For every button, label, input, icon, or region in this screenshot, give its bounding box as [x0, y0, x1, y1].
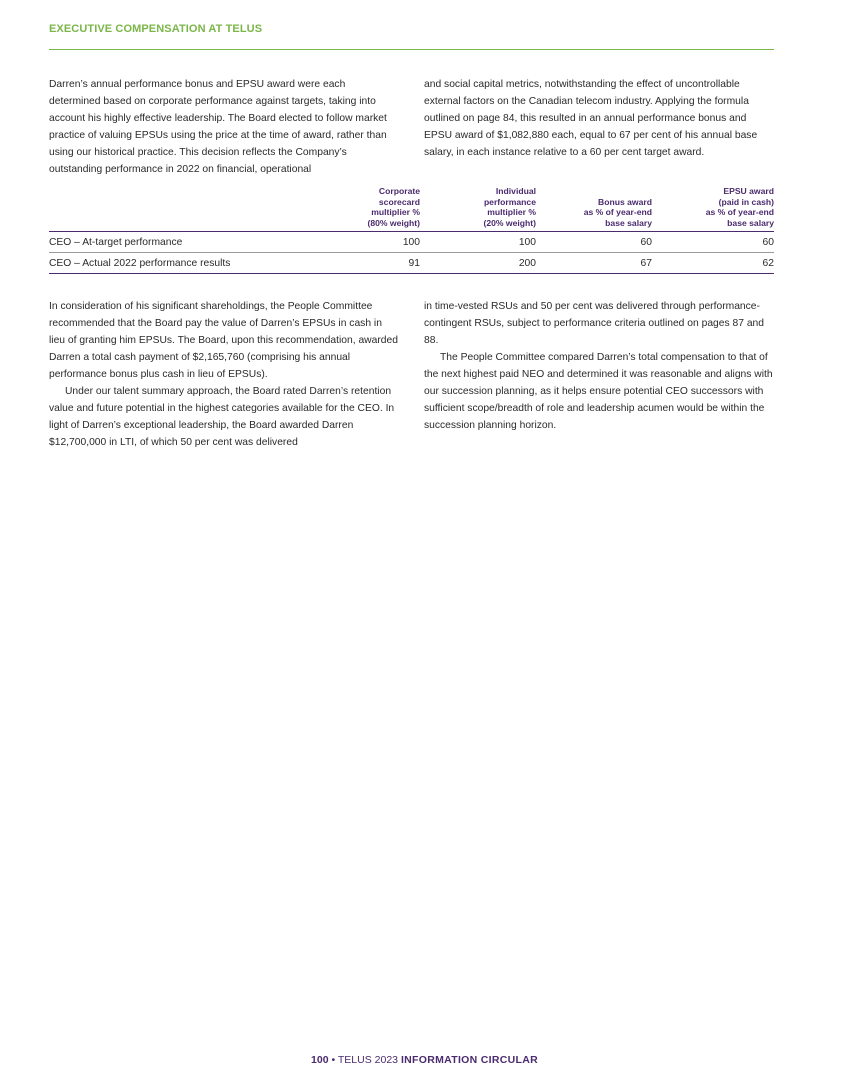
- intro-left-column: [49, 76, 399, 178]
- table-header-row: [49, 186, 774, 232]
- body-right-column: [424, 298, 774, 451]
- intro-left-paragraph: Darren’s annual performance bonus and EPSU award were each determined based on corporate performance against targets, taking into account his highly effective leadership. The Board elected to follow market practice of valuing EPSUs using the price at the time of award, rather than using our historical practice. This decision reflects the Company’s outstanding performance in 2022 on financial, operational: [49, 79, 387, 175]
- header-epsu-award: [652, 186, 774, 232]
- header-corporate-multiplier: [309, 186, 420, 232]
- page-header: [49, 23, 774, 35]
- footer-company: TELUS 2023: [337, 1054, 399, 1066]
- header-line: EPSU award: [723, 186, 774, 196]
- compensation-table: [49, 186, 774, 274]
- bonus-award-value: 67: [640, 257, 652, 269]
- header-bonus-award: [536, 186, 652, 232]
- header-label-blank: [49, 186, 309, 232]
- header-line: scorecard: [378, 196, 420, 207]
- header-line: (80% weight): [367, 217, 420, 228]
- header-line: (paid in cash): [718, 196, 774, 207]
- header-line: Individual: [495, 186, 536, 196]
- individual-multiplier-value: 200: [518, 257, 536, 269]
- header-line: base salary: [727, 217, 774, 228]
- header-line: performance: [483, 196, 536, 207]
- corporate-multiplier-value: 100: [402, 236, 420, 248]
- corporate-multiplier-value: 91: [408, 257, 420, 269]
- row-label: CEO – At-target performance: [49, 236, 183, 248]
- row-label: CEO – Actual 2022 performance results: [49, 257, 231, 269]
- bonus-award-value: 60: [640, 236, 652, 248]
- header-line: multiplier %: [487, 207, 536, 217]
- page-number: 100: [311, 1054, 329, 1066]
- epsu-award-value: 60: [762, 236, 774, 248]
- header-divider: [49, 49, 774, 50]
- footer-separator: •: [331, 1054, 336, 1066]
- intro-right-paragraph: and social capital metrics, notwithstanding the effect of uncontrollable external factors on the Canadian telecom industry. Applying the formula outlined on page 84, this resulted in an annual performance bonus and EPSU award of $1,082,880 each, equal to 67 per cent of his annual base salary, in each instance relative to a 60 per cent target award.: [424, 79, 758, 158]
- page-footer: [0, 1054, 849, 1066]
- table-row: [49, 253, 774, 274]
- body-paragraph: in time-vested RSUs and 50 per cent was delivered through performance-contingent RSUs, subject to performance criteria outlined on pages 87 and 88.: [424, 301, 764, 346]
- table-row: [49, 232, 774, 253]
- footer-document-name: INFORMATION CIRCULAR: [400, 1054, 538, 1066]
- header-line: as % of year-end: [705, 207, 774, 217]
- header-individual-multiplier: [420, 186, 536, 232]
- body-paragraph: In consideration of his significant shareholdings, the People Committee recommended that the Board pay the value of Darren’s EPSUs in cash in lieu of granting him EPSUs. The Board, upon this recommendation, awarded Darren a total cash payment of $2,165,760 (comprising his annual performance bonus plus cash in lieu of EPSUs).: [49, 301, 398, 380]
- epsu-award-value: 62: [762, 257, 774, 269]
- header-line: Bonus award: [598, 196, 652, 207]
- individual-multiplier-value: 100: [518, 236, 536, 248]
- body-text: [49, 298, 774, 451]
- body-paragraph: Under our talent summary approach, the Board rated Darren’s retention value and future potential in the highest categories available for the CEO. In light of Darren’s exceptional leadership, the Board awarded Darren $12,700,000 in LTI, of which 50 per cent was delivered: [49, 386, 395, 448]
- body-left-column: [49, 298, 399, 451]
- header-line: Corporate: [378, 186, 420, 196]
- body-paragraph: The People Committee compared Darren’s total compensation to that of the next highest paid NEO and determined it was reasonable and aligns with our succession planning, as it helps ensure potential CEO successors with sufficient scope/breadth of role and leadership acumen would be within the succession planning horizon.: [424, 352, 773, 431]
- intro-right-column: [424, 76, 774, 178]
- header-line: (20% weight): [483, 217, 536, 228]
- intro-text: [49, 76, 774, 178]
- header-line: multiplier %: [371, 207, 420, 217]
- header-line: base salary: [605, 217, 652, 228]
- section-title: EXECUTIVE COMPENSATION AT TELUS: [49, 23, 263, 35]
- header-line: as % of year-end: [583, 207, 652, 217]
